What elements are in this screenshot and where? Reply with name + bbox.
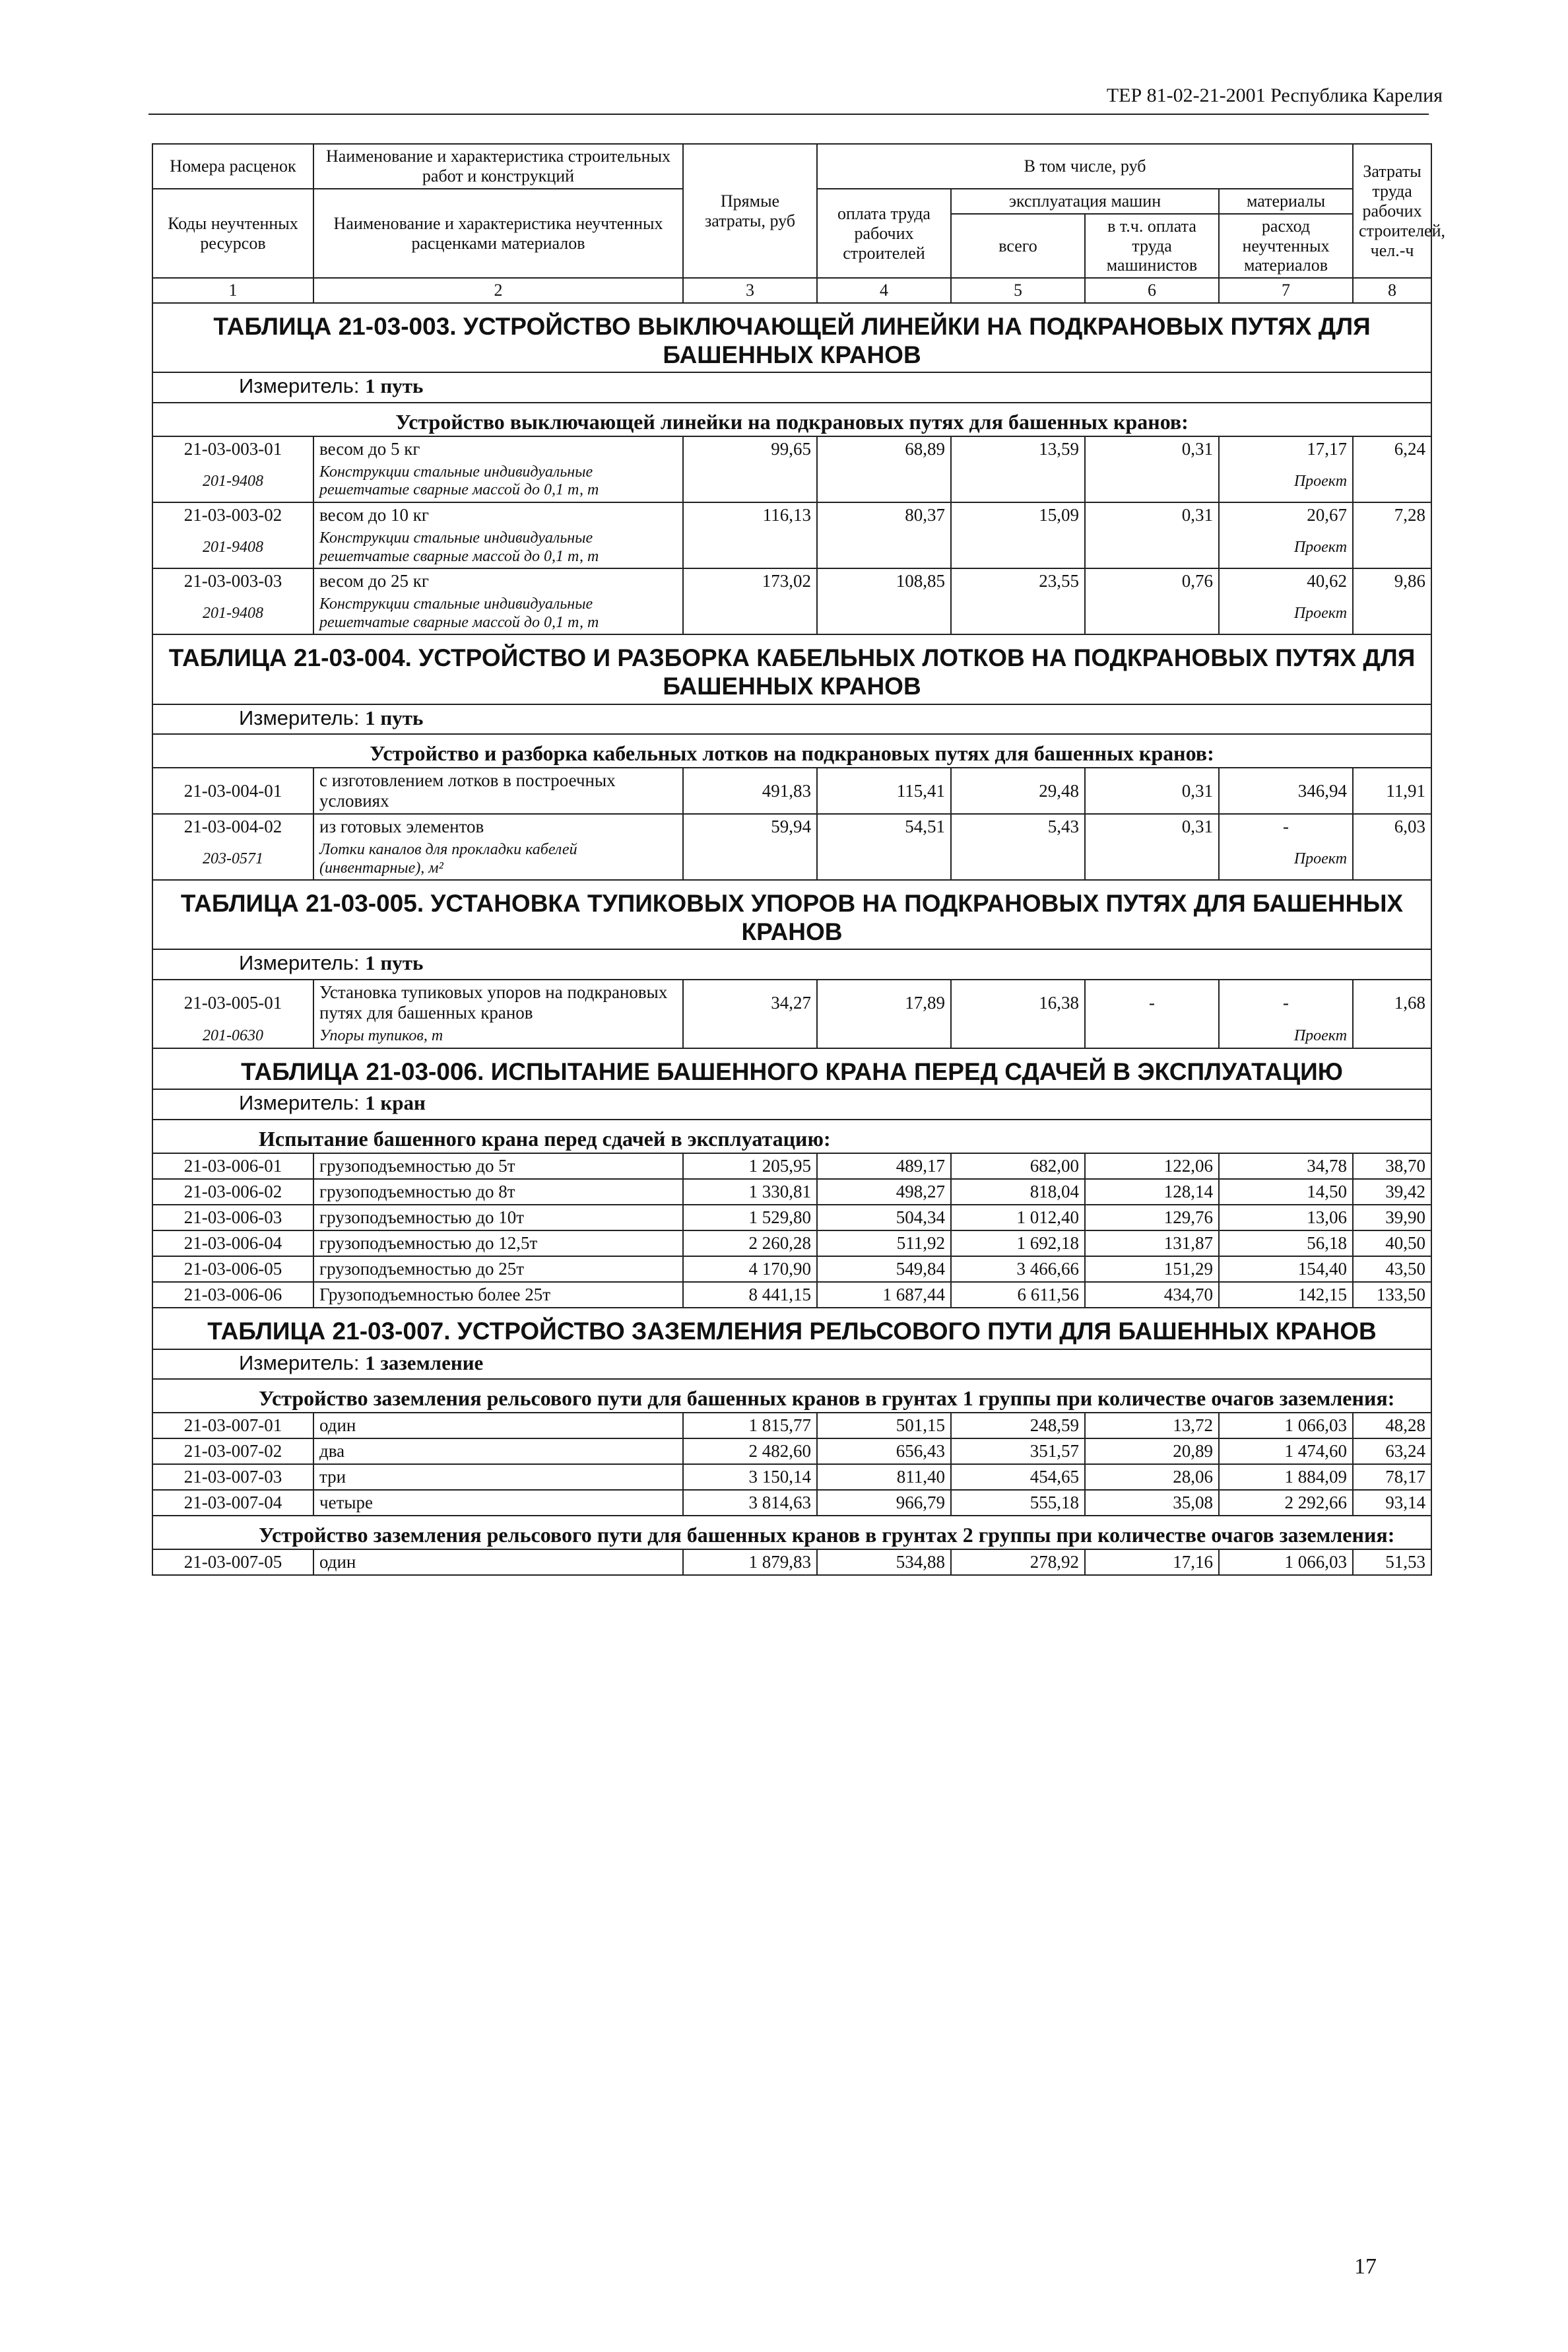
labor-hours: 48,28 [1353,1413,1431,1438]
direct-cost: 3 814,63 [683,1490,817,1516]
resource-row [152,527,1431,568]
direct-cost: 1 815,77 [683,1413,817,1438]
machinist-labor: 35,08 [1085,1490,1219,1516]
rate-code: 21-03-006-05 [152,1256,313,1282]
machine-cost: 29,48 [951,768,1085,814]
work-name: два [313,1438,683,1464]
materials-cost: 142,15 [1219,1282,1353,1308]
work-name: грузоподъемностью до 10т [313,1205,683,1230]
col-machines: эксплуатация машин [951,189,1219,214]
col-num: 3 [683,278,817,303]
machine-cost: 1 012,40 [951,1205,1085,1230]
col-mat-unaccounted: расход неучтенных материалов [1219,214,1353,279]
machinist-labor: 20,89 [1085,1438,1219,1464]
materials-cost: 154,40 [1219,1256,1353,1282]
col-name-bottom: Наименование и характеристика неучтенных расценками материалов [313,189,683,279]
materials-cost: 1 474,60 [1219,1438,1353,1464]
col-name-top: Наименование и характеристика строительных работ и конструкций [313,144,683,189]
direct-cost: 2 260,28 [683,1230,817,1256]
rate-code: 21-03-004-01 [152,768,313,814]
machine-cost: 13,59 [951,436,1085,461]
table-row [152,1413,1431,1438]
rate-code: 21-03-005-01 [152,980,313,1025]
machinist-labor: 434,70 [1085,1282,1219,1308]
rate-code: 21-03-007-02 [152,1438,313,1464]
table-title: ТАБЛИЦА 21-03-007. УСТРОЙСТВО ЗАЗЕМЛЕНИЯ РЕЛЬСОВОГО ПУТИ ДЛЯ БАШЕННЫХ КРАНОВ [152,1308,1431,1349]
col-hours: Затраты труда рабочих строителей, чел.-ч [1353,144,1431,278]
labor-hours: 63,24 [1353,1438,1431,1464]
materials-cost: - [1219,814,1353,839]
table-row [152,1490,1431,1516]
machinist-labor: 0,31 [1085,768,1219,814]
rate-code: 21-03-006-01 [152,1153,313,1179]
labor-hours: 51,53 [1353,1549,1431,1575]
rate-code: 21-03-007-04 [152,1490,313,1516]
col-mach-labor: в т.ч. оплата труда машинистов [1085,214,1219,279]
machine-cost: 351,57 [951,1438,1085,1464]
machine-cost: 248,59 [951,1413,1085,1438]
work-name: четыре [313,1490,683,1516]
resource-consumption: Проект [1219,593,1353,634]
machine-cost: 454,65 [951,1464,1085,1490]
measure: Измеритель: 1 кран [152,1089,1431,1120]
header-rule [148,114,1429,115]
machinist-labor: 0,31 [1085,814,1219,839]
labor-hours: 1,68 [1353,980,1431,1025]
direct-cost: 1 330,81 [683,1179,817,1205]
col-codes-bottom: Коды неучтенных ресурсов [152,189,313,279]
col-num: 6 [1085,278,1219,303]
machine-cost: 15,09 [951,502,1085,527]
table-row [152,1230,1431,1256]
labor-hours: 6,03 [1353,814,1431,839]
labor-hours: 40,50 [1353,1230,1431,1256]
col-num: 1 [152,278,313,303]
labor-hours: 133,50 [1353,1282,1431,1308]
materials-cost: 346,94 [1219,768,1353,814]
table-title: ТАБЛИЦА 21-03-006. ИСПЫТАНИЕ БАШЕННОГО КРАНА ПЕРЕД СДАЧЕЙ В ЭКСПЛУАТАЦИЮ [152,1048,1431,1090]
t007-rows-2 [152,1549,1431,1575]
machinist-labor: 28,06 [1085,1464,1219,1490]
resource-consumption: Проект [1219,527,1353,568]
work-name: весом до 5 кг [313,436,683,461]
table-row [152,502,1431,527]
table-row [152,768,1431,814]
machinist-labor: - [1085,980,1219,1025]
table-row [152,1205,1431,1230]
work-name: один [313,1413,683,1438]
resource-code: 201-9408 [152,461,313,502]
resource-row [152,461,1431,502]
t007-rows-1 [152,1413,1431,1516]
machine-cost: 278,92 [951,1549,1085,1575]
section-title: Устройство заземления рельсового пути для башенных кранов в грунтах 1 группы при количестве очагов заземления: [152,1379,1431,1413]
resource-name: Упоры тупиков, т [313,1025,683,1048]
resource-consumption: Проект [1219,839,1353,880]
table-row [152,436,1431,461]
machine-cost: 682,00 [951,1153,1085,1179]
resource-name: Конструкции стальные индивидуальные решетчатые сварные массой до 0,1 т, т [313,593,683,634]
direct-cost: 3 150,14 [683,1464,817,1490]
machine-cost: 555,18 [951,1490,1085,1516]
direct-cost: 1 529,80 [683,1205,817,1230]
machine-cost: 818,04 [951,1179,1085,1205]
work-name: весом до 10 кг [313,502,683,527]
table-row [152,1464,1431,1490]
table-row [152,1438,1431,1464]
labor-hours: 93,14 [1353,1490,1431,1516]
materials-cost: 14,50 [1219,1179,1353,1205]
work-name: грузоподъемностью до 25т [313,1256,683,1282]
materials-cost: 34,78 [1219,1153,1353,1179]
rate-code: 21-03-006-04 [152,1230,313,1256]
labor-hours: 39,90 [1353,1205,1431,1230]
labor-hours: 43,50 [1353,1256,1431,1282]
table-row [152,1282,1431,1308]
col-num: 5 [951,278,1085,303]
labor-cost: 811,40 [817,1464,951,1490]
table-title: ТАБЛИЦА 21-03-003. УСТРОЙСТВО ВЫКЛЮЧАЮЩЕЙ ЛИНЕЙКИ НА ПОДКРАНОВЫХ ПУТЯХ ДЛЯ БАШЕННЫХ КРАНОВ [152,303,1431,372]
direct-cost: 173,02 [683,568,817,593]
rate-code: 21-03-007-03 [152,1464,313,1490]
table-title: ТАБЛИЦА 21-03-005. УСТАНОВКА ТУПИКОВЫХ УПОРОВ НА ПОДКРАНОВЫХ ПУТЯХ ДЛЯ БАШЕННЫХ КРАНОВ [152,880,1431,949]
resource-name: Конструкции стальные индивидуальные решетчатые сварные массой до 0,1 т, т [313,461,683,502]
machine-cost: 16,38 [951,980,1085,1025]
rate-code: 21-03-003-02 [152,502,313,527]
labor-cost: 501,15 [817,1413,951,1438]
labor-cost: 498,27 [817,1179,951,1205]
direct-cost: 8 441,15 [683,1282,817,1308]
table-header [152,144,1446,303]
machinist-labor: 151,29 [1085,1256,1219,1282]
labor-cost: 489,17 [817,1153,951,1179]
labor-cost: 54,51 [817,814,951,839]
machinist-labor: 17,16 [1085,1549,1219,1575]
direct-cost: 99,65 [683,436,817,461]
labor-hours: 38,70 [1353,1153,1431,1179]
direct-cost: 1 205,95 [683,1153,817,1179]
materials-cost: 20,67 [1219,502,1353,527]
rate-code: 21-03-006-06 [152,1282,313,1308]
page-number: 17 [1354,2254,1377,2279]
work-name: один [313,1549,683,1575]
col-mach-total: всего [951,214,1085,279]
measure: Измеритель: 1 путь [152,704,1431,735]
materials-cost: 40,62 [1219,568,1353,593]
resource-consumption: Проект [1219,461,1353,502]
resource-row [152,593,1431,634]
labor-hours: 39,42 [1353,1179,1431,1205]
machine-cost: 1 692,18 [951,1230,1085,1256]
work-name: грузоподъемностью до 8т [313,1179,683,1205]
labor-cost: 68,89 [817,436,951,461]
machinist-labor: 122,06 [1085,1153,1219,1179]
labor-cost: 656,43 [817,1438,951,1464]
col-num: 4 [817,278,951,303]
labor-hours: 11,91 [1353,768,1431,814]
labor-cost: 1 687,44 [817,1282,951,1308]
section-title: Устройство и разборка кабельных лотков на подкрановых путях для башенных кранов: [152,734,1431,768]
machine-cost: 6 611,56 [951,1282,1085,1308]
direct-cost: 116,13 [683,502,817,527]
work-name: грузоподъемностью до 12,5т [313,1230,683,1256]
table-title: ТАБЛИЦА 21-03-004. УСТРОЙСТВО И РАЗБОРКА КАБЕЛЬНЫХ ЛОТКОВ НА ПОДКРАНОВЫХ ПУТЯХ ДЛЯ БАШЕННЫХ КРАНОВ [152,634,1431,704]
materials-cost: 1 066,03 [1219,1549,1353,1575]
resource-code: 201-9408 [152,593,313,634]
materials-cost: - [1219,980,1353,1025]
labor-cost: 115,41 [817,768,951,814]
labor-cost: 80,37 [817,502,951,527]
work-name: Установка тупиковых упоров на подкрановых путях для башенных кранов [313,980,683,1025]
section-title: Испытание башенного крана перед сдачей в эксплуатацию: [152,1120,1431,1153]
labor-cost: 108,85 [817,568,951,593]
labor-cost: 966,79 [817,1490,951,1516]
table-row [152,1256,1431,1282]
labor-cost: 534,88 [817,1549,951,1575]
resource-row [152,839,1431,880]
col-direct: Прямые затраты, руб [683,144,817,278]
measure: Измеритель: 1 путь [152,372,1431,403]
machinist-labor: 13,72 [1085,1413,1219,1438]
machine-cost: 3 466,66 [951,1256,1085,1282]
rate-code: 21-03-003-01 [152,436,313,461]
table-row [152,1549,1431,1575]
resource-code: 203-0571 [152,839,313,880]
machinist-labor: 128,14 [1085,1179,1219,1205]
machinist-labor: 0,76 [1085,568,1219,593]
col-num: 7 [1219,278,1353,303]
col-incl: В том числе, руб [817,144,1353,189]
table-row [152,1179,1431,1205]
col-materials: материалы [1219,189,1353,214]
machinist-labor: 131,87 [1085,1230,1219,1256]
direct-cost: 4 170,90 [683,1256,817,1282]
resource-name: Конструкции стальные индивидуальные решетчатые сварные массой до 0,1 т, т [313,527,683,568]
machinist-labor: 0,31 [1085,436,1219,461]
direct-cost: 59,94 [683,814,817,839]
machinist-labor: 0,31 [1085,502,1219,527]
work-name: из готовых элементов [313,814,683,839]
table-row [152,1153,1431,1179]
labor-cost: 549,84 [817,1256,951,1282]
work-name: весом до 25 кг [313,568,683,593]
direct-cost: 2 482,60 [683,1438,817,1464]
materials-cost: 13,06 [1219,1205,1353,1230]
direct-cost: 1 879,83 [683,1549,817,1575]
materials-cost: 1 066,03 [1219,1413,1353,1438]
col-codes-top: Номера расценок [152,144,313,189]
section-title: Устройство заземления рельсового пути для башенных кранов в грунтах 2 группы при количестве очагов заземления: [152,1516,1431,1549]
col-num: 2 [313,278,683,303]
col-labor: оплата труда рабочих строителей [817,189,951,279]
rate-code: 21-03-004-02 [152,814,313,839]
labor-cost: 17,89 [817,980,951,1025]
work-name: три [313,1464,683,1490]
materials-cost: 2 292,66 [1219,1490,1353,1516]
direct-cost: 491,83 [683,768,817,814]
rate-code: 21-03-007-05 [152,1549,313,1575]
table-row [152,568,1431,593]
resource-consumption: Проект [1219,1025,1353,1048]
labor-hours: 7,28 [1353,502,1431,527]
col-num: 8 [1353,278,1431,303]
measure: Измеритель: 1 путь [152,949,1431,980]
labor-cost: 504,34 [817,1205,951,1230]
work-name: с изготовлением лотков в построечных условиях [313,768,683,814]
measure: Измеритель: 1 заземление [152,1349,1431,1380]
rate-code: 21-03-006-02 [152,1179,313,1205]
resource-code: 201-9408 [152,527,313,568]
t006-rows [152,1153,1431,1308]
table-row [152,980,1431,1025]
materials-cost: 17,17 [1219,436,1353,461]
table-row [152,814,1431,839]
resource-code: 201-0630 [152,1025,313,1048]
labor-cost: 511,92 [817,1230,951,1256]
work-name: Грузоподъемностью более 25т [313,1282,683,1308]
labor-hours: 9,86 [1353,568,1431,593]
labor-hours: 6,24 [1353,436,1431,461]
rate-code: 21-03-007-01 [152,1413,313,1438]
direct-cost: 34,27 [683,980,817,1025]
resource-row [152,1025,1431,1048]
machine-cost: 23,55 [951,568,1085,593]
section-title: Устройство выключающей линейки на подкрановых путях для башенных кранов: [152,403,1431,436]
labor-hours: 78,17 [1353,1464,1431,1490]
machine-cost: 5,43 [951,814,1085,839]
rates-table [152,143,1446,1576]
machinist-labor: 129,76 [1085,1205,1219,1230]
page-header: ТЕР 81-02-21-2001 Республика Карелия [1106,84,1443,106]
materials-cost: 1 884,09 [1219,1464,1353,1490]
rate-code: 21-03-006-03 [152,1205,313,1230]
rate-code: 21-03-003-03 [152,568,313,593]
resource-name: Лотки каналов для прокладки кабелей (инвентарные), м² [313,839,683,880]
work-name: грузоподъемностью до 5т [313,1153,683,1179]
materials-cost: 56,18 [1219,1230,1353,1256]
